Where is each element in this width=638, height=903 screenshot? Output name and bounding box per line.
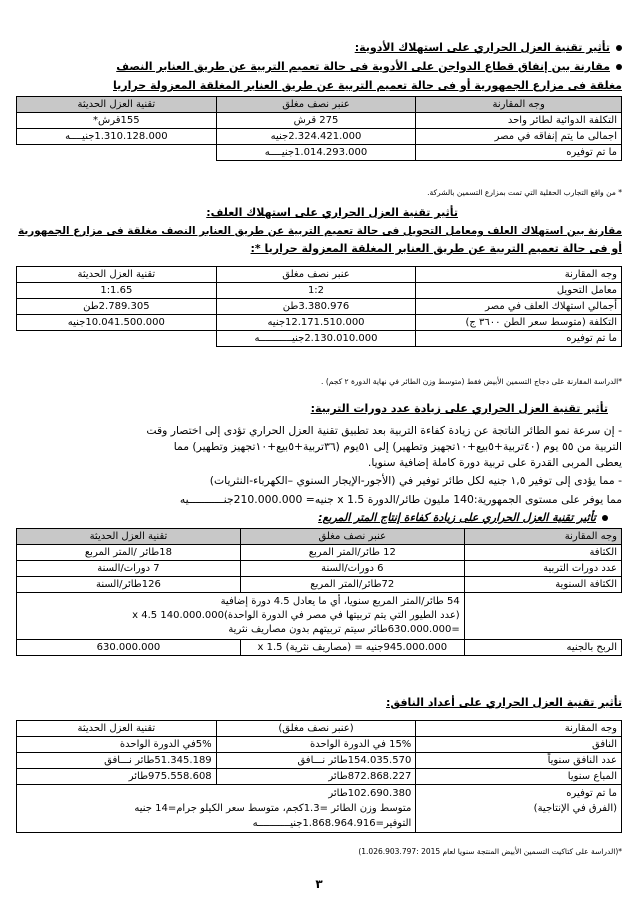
s3-para1-line1: - إن سرعة نمو الطائر الناتجة عن زيادة كفاءة التربية بعد تطبيق تقنية العزل الحراري تؤدى إلى اختصار وقت bbox=[146, 424, 622, 437]
table-cell: 7 دورات/السنة bbox=[17, 561, 241, 577]
table-cell: 1.310.128.000جنيــــه bbox=[17, 129, 217, 145]
table-row bbox=[17, 113, 622, 129]
s3-table bbox=[16, 528, 622, 656]
s1-intro-line1 bbox=[16, 59, 622, 74]
table-cell: 872.868.227طائر bbox=[216, 769, 416, 785]
table-header: (عنبر نصف مغلق) bbox=[216, 721, 416, 737]
table-header-row bbox=[17, 529, 622, 545]
table-header: تقنية العزل الحديثة bbox=[17, 529, 241, 545]
s2-intro-line1: مقارنة بين استهلاك العلف ومعامل التحويل فى حالة تعميم التربية عن طريق العنابر النصف مغلقة فى مزارع الجمهورية bbox=[18, 225, 622, 237]
s3-para1-line2: التربية من ٥٥ يوم (٤٠تربية+٥بيع+١٠تجهيز وتطهير) إلى ٥١يوم (٣٦تربية+٥بيع+١٠تجهيز وتطهير) مما bbox=[173, 440, 622, 453]
table-row bbox=[17, 561, 622, 577]
s3-para2: - مما يؤدى إلى توفير ١,٥ جنيه لكل طائر توفير في (الأجور-الإيجار السنوي –الكهرباء-النثريات) bbox=[209, 474, 622, 487]
s3-sub-bullet-text: تأثير تقنية العزل الحراري على زيادة كفاءة إنتاج المتر المربع: bbox=[318, 511, 596, 524]
bullet-icon bbox=[616, 64, 622, 70]
table-row bbox=[17, 577, 622, 593]
table-cell: المباع سنويا bbox=[416, 769, 622, 785]
table-row bbox=[17, 785, 622, 833]
s4-heading-text: تأثير تقنية العزل الحراري على أعداد النافق: bbox=[386, 696, 622, 709]
table-cell: ما تم توفيره bbox=[416, 331, 622, 347]
table-cell: 18طائر /المتر المربع bbox=[17, 545, 241, 561]
table-cell: 630.000.000 bbox=[17, 640, 241, 656]
table-row bbox=[17, 737, 622, 753]
s2-note: *الدراسة المقارنة على دجاج التسمين الأبيض فقط (متوسط وزن الطائر في نهاية الدورة ٢ كجم) . bbox=[321, 377, 622, 386]
table-header: عنبر نصف مغلق bbox=[216, 267, 416, 283]
table-cell: ما تم توفيره bbox=[416, 145, 622, 161]
table-header: وجه المقارنة bbox=[416, 267, 622, 283]
table-cell: 12 طائر/المتر المربع bbox=[240, 545, 464, 561]
table-cell: 945.000.000جنيه = (مصاريف نثرية) 1.5 x bbox=[240, 640, 464, 656]
table-cell: 51.345.189طائر نـــافق bbox=[17, 753, 217, 769]
table-cell: 5%في الدورة الواحدة bbox=[17, 737, 217, 753]
merged-cell bbox=[17, 785, 416, 833]
s3-heading-text: تأثير تقنية العزل الحراري على زيادة عدد دورات التربية: bbox=[310, 402, 608, 415]
table-header: تقنية العزل الحديثة bbox=[17, 97, 217, 113]
s3-heading bbox=[16, 401, 608, 416]
table-row bbox=[17, 331, 622, 347]
table-row bbox=[17, 283, 622, 299]
table-cell-empty bbox=[464, 593, 621, 640]
page-number: ٣ bbox=[315, 877, 323, 891]
table-row bbox=[17, 145, 622, 161]
s1-note: * من واقع التجارب الحقلية التي تمت بمزارع التسمين بالشركة. bbox=[427, 188, 622, 197]
table-cell-empty bbox=[17, 331, 217, 347]
s4-heading bbox=[16, 695, 622, 710]
table-cell: 154.035.570طائر نـــافق bbox=[216, 753, 416, 769]
merged-line: =630.000.000طائر سيتم تربيتهم بدون مصاريف نثرية bbox=[228, 624, 460, 635]
table-row bbox=[17, 593, 622, 640]
table-cell: الكثافة السنوية bbox=[464, 577, 621, 593]
table-cell: 1:1.65 bbox=[17, 283, 217, 299]
table-row bbox=[17, 299, 622, 315]
table-cell: 6 دورات/السنة bbox=[240, 561, 464, 577]
table-row bbox=[17, 640, 622, 656]
table-cell: 1.014.293.000جنيــــه bbox=[216, 145, 416, 161]
table-header: عنبر نصف مغلق bbox=[216, 97, 416, 113]
s2-heading-text: تأثير تقنية العزل الحراري على استهلاك العلف: bbox=[206, 206, 458, 219]
table-row bbox=[17, 129, 622, 145]
table-cell: 12.171.510.000جنيه bbox=[216, 315, 416, 331]
s4-table bbox=[16, 720, 622, 833]
s3-sub-bullet bbox=[16, 510, 608, 525]
table-header: وجه المقارنة bbox=[416, 721, 622, 737]
s1-intro-line2: مغلقة فى مزارع الجمهورية أو فى حالة تعميم التربية عن طريق العنابر المغلقة المعزولة حراريا bbox=[113, 79, 622, 92]
table-cell: أجمالي استهلاك العلف في مصر bbox=[416, 299, 622, 315]
merged-line: (عدد الطيور التي يتم تربيتها في مصر في الدورة الواحدة)140.000.000 x 4.5 bbox=[132, 610, 460, 621]
s1-table bbox=[16, 96, 622, 161]
table-cell: التكلفة (متوسط سعر الطن ٣٦٠٠ ج) bbox=[416, 315, 622, 331]
table-cell: 155قرش* bbox=[17, 113, 217, 129]
saved-line: 102.690.380طائر bbox=[328, 788, 412, 799]
saved-line: التوفير=1.868.964.916جنيـــــــــــه bbox=[252, 818, 412, 829]
merged-cell bbox=[17, 593, 465, 640]
merged-line: 54 طائر/المتر المربع سنويا، أي ما يعادل 4.5 دورة إضافية bbox=[220, 596, 460, 607]
bullet-icon bbox=[602, 515, 608, 521]
table-cell bbox=[416, 785, 622, 833]
s1-heading bbox=[16, 40, 622, 55]
table-row bbox=[17, 545, 622, 561]
s1-intro-text: مقارنة بين إنفاق قطاع الدواجن على الأدوية فى حالة تعميم التربية عن طريق العنابر النصف bbox=[116, 60, 610, 73]
table-cell: 2.789.305طن bbox=[17, 299, 217, 315]
table-header: عنبر نصف مغلق bbox=[240, 529, 464, 545]
s2-heading bbox=[16, 205, 458, 220]
table-cell: 275 قرش bbox=[216, 113, 416, 129]
table-header: وجه المقارنة bbox=[416, 97, 622, 113]
table-cell: 3.380.976طن bbox=[216, 299, 416, 315]
table-header-row bbox=[17, 721, 622, 737]
table-row bbox=[17, 769, 622, 785]
s3-para3: مما يوفر على مستوى الجمهورية:140 مليون طائر/الدورة x 1.5 جنيه= 210.000.000جنـــــــــــيه bbox=[179, 493, 622, 506]
table-header: وجه المقارنة bbox=[464, 529, 621, 545]
saved-label-sub: (الفرق في الإنتاجية) bbox=[533, 803, 617, 814]
table-cell: 126طائر/السنة bbox=[17, 577, 241, 593]
table-cell: الربح بالجنيه bbox=[464, 640, 621, 656]
table-header: تقنية العزل الحديثة bbox=[17, 721, 217, 737]
table-cell: التكلفة الدوائية لطائر واحد bbox=[416, 113, 622, 129]
table-header-row bbox=[17, 267, 622, 283]
table-header: تقنية العزل الحديثة bbox=[17, 267, 217, 283]
table-cell: النافق bbox=[416, 737, 622, 753]
s4-note: *(الدراسة على كتاكيت التسمين الأبيض المنتجة سنويا لعام 2015 :1.026.903.797) bbox=[358, 847, 622, 856]
table-row bbox=[17, 315, 622, 331]
s3-para1-line3: يعطى المربى القدرة على تربية دورة كاملة إضافية سنويا. bbox=[367, 456, 622, 469]
table-header-row bbox=[17, 97, 622, 113]
table-cell: 10.041.500.000جنيه bbox=[17, 315, 217, 331]
s2-intro-line2: أو فى حالة تعميم التربية عن طريق العنابر المغلقة المعزولة حراريا *: bbox=[250, 242, 622, 255]
s2-table bbox=[16, 266, 622, 347]
table-cell: 975.558.608طائر bbox=[17, 769, 217, 785]
table-cell: الكثافة bbox=[464, 545, 621, 561]
s1-heading-text: تأثير تقنية العزل الحراري على استهلاك الأدوية: bbox=[354, 41, 610, 54]
table-cell: معامل التحويل bbox=[416, 283, 622, 299]
table-cell: 72طائر/المتر المربع bbox=[240, 577, 464, 593]
table-cell: عدد دورات التربية bbox=[464, 561, 621, 577]
table-cell: عدد النافق سنوياً bbox=[416, 753, 622, 769]
table-cell: اجمالى ما يتم إنفاقه في مصر bbox=[416, 129, 622, 145]
saved-line: متوسط وزن الطائر =1.3كجم، متوسط سعر الكيلو جرام=14 جنيه bbox=[134, 803, 412, 814]
bullet-icon bbox=[616, 45, 622, 51]
saved-label: ما تم توفيره bbox=[566, 788, 617, 799]
table-cell-empty bbox=[17, 145, 217, 161]
table-cell: 2.324.421.000جنيه bbox=[216, 129, 416, 145]
table-cell: 15% في الدورة الواحدة bbox=[216, 737, 416, 753]
table-cell: 2.130.010.000جنيـــــــــــه bbox=[216, 331, 416, 347]
table-cell: 1:2 bbox=[216, 283, 416, 299]
table-row bbox=[17, 753, 622, 769]
